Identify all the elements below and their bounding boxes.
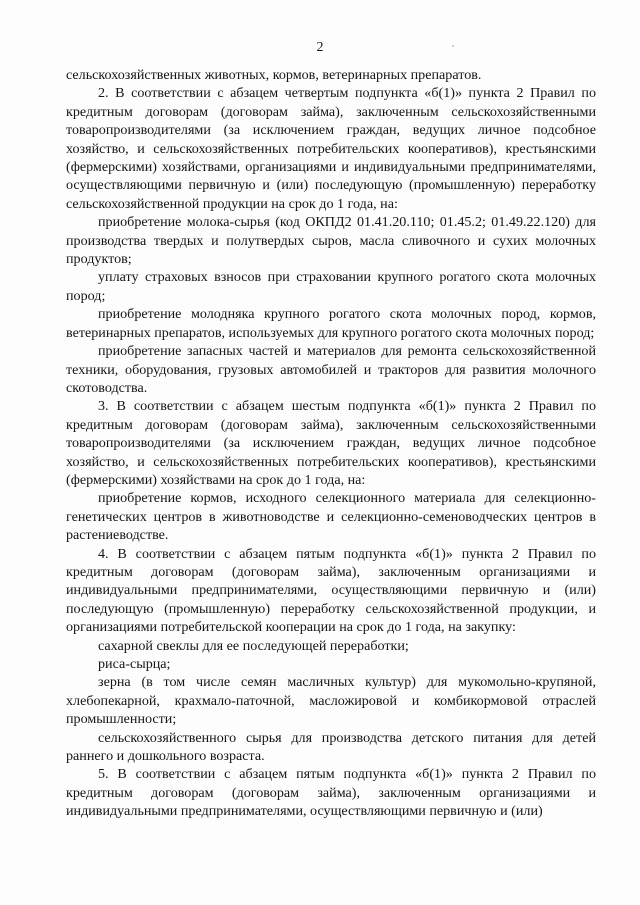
paragraph-baby-food: сельскохозяйственного сырья для производства детского питания для детей раннего и дошкольного возраста.: [66, 729, 596, 765]
scan-speck: [452, 45, 454, 47]
paragraph-item-5: 5. В соответствии с абзацем пятым подпункта «б(1)» пункта 2 Правил по кредитным договорам (договорам займа), заключенным организациями и индивидуальными предпринимателями, осуществляющими первичную и (или): [66, 766, 596, 820]
paragraph-grain: зерна (в том числе семян масличных культур) для мукомольно-крупяной, хлебопекарной, крахмало-паточной, масложировой и комбикормовой отраслей промышленности;: [66, 674, 596, 728]
paragraph-item-2: 2. В соответствии с абзацем четвертым подпункта «б(1)» пункта 2 Правил по кредитным договорам (договорам займа), заключенным сельскохозяйственными товаропроизводителями (за исключением граждан, ведущих личное подсобное хозяйство, и сельскохозяйственных потребительских кооперативов), крестьянскими (фермерскими) хозяйствами, организациями и индивидуальными предпринимателями, осуществляющими первичную и (или) последующую (промышленную) переработку сельскохозяйственной продукции на срок до 1 года, на:: [66, 85, 596, 212]
document-body: [66, 66, 596, 821]
paragraph-sugar-beet: сахарной свеклы для ее последующей переработки;: [98, 637, 409, 654]
paragraph-continuation: сельскохозяйственных животных, кормов, ветеринарных препаратов.: [66, 67, 482, 83]
paragraph-young-cattle: приобретение молодняка крупного рогатого скота молочных пород, кормов, ветеринарных препаратов, используемых для крупного рогатого скота молочных пород;: [66, 306, 596, 341]
paragraph-spare-parts: приобретение запасных частей и материалов для ремонта сельскохозяйственной техники, оборудования, грузовых автомобилей и тракторов для развития молочного скотоводства.: [66, 343, 596, 396]
paragraph-milk-raw: приобретение молока-сырья (код ОКПД2 01.41.20.110; 01.45.2; 01.49.22.120) для производства твердых и полутвердых сыров, масла сливочного и сухих молочных продуктов;: [66, 214, 596, 268]
paragraph-item-4: 4. В соответствии с абзацем пятым подпункта «б(1)» пункта 2 Правил по кредитным договорам (договорам займа), заключенным организациями и индивидуальными предпринимателями, осуществляющими первичную и (или) последующую (промышленную) переработку сельскохозяйственной продукции, и организациями потребительской кооперации на срок до 1 года, на закупку:: [66, 545, 596, 636]
paragraph-feed-selection: приобретение кормов, исходного селекционного материала для селекционно-генетических центров в животноводстве и селекционно-семеноводческих центров в растениеводстве.: [66, 490, 596, 544]
paragraph-rice: риса-сырца;: [98, 656, 171, 672]
paragraph-insurance: уплату страховых взносов при страховании крупного рогатого скота молочных пород;: [66, 269, 596, 304]
paragraph-item-3: 3. В соответствии с абзацем шестым подпункта «б(1)» пункта 2 Правил по кредитным договорам (договорам займа), заключенным сельскохозяйственными товаропроизводителями (за исключением граждан, ведущих личное подсобное хозяйство, и сельскохозяйственных потребительских кооперативов), крестьянскими (фермерскими) хозяйствами на срок до 1 года, на:: [66, 398, 596, 488]
page-number: 2: [316, 40, 324, 55]
